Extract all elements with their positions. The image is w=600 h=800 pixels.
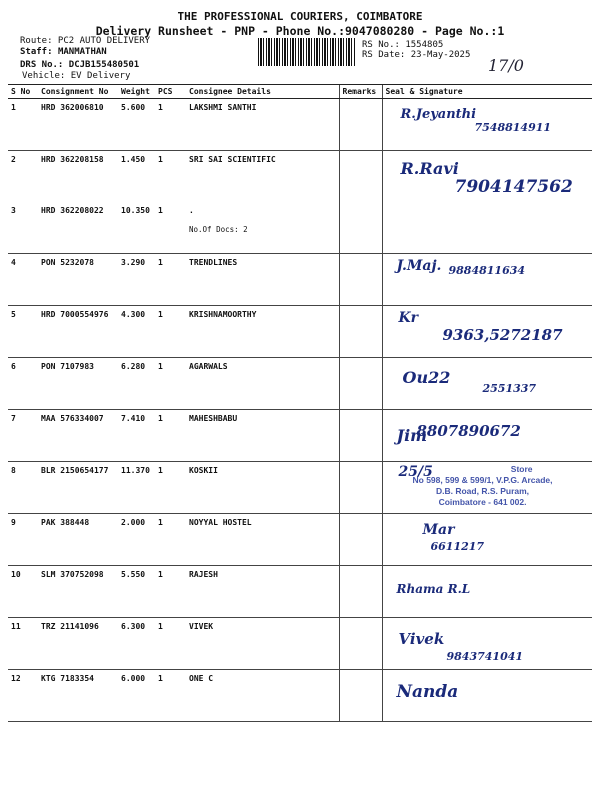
col-weight: Weight: [118, 85, 155, 99]
consignee-name: TRENDLINES: [189, 258, 238, 267]
row-sno: 3: [8, 202, 38, 254]
row-consignee: [186, 202, 339, 254]
row-weight: 2.000: [118, 514, 155, 566]
signature-phone: 9843741041: [446, 650, 524, 663]
route: Route: PC2 AUTO DELIVERY: [20, 36, 151, 46]
row-signature: [382, 514, 592, 566]
signature-name: 25/5: [398, 464, 433, 480]
table-row: [8, 514, 592, 566]
table-row: [8, 410, 592, 462]
rs-date: RS Date: 23-May-2025: [362, 50, 471, 60]
row-sno: 12: [8, 670, 38, 722]
row-weight: 5.600: [118, 99, 155, 151]
row-remarks: [339, 670, 382, 722]
drs-label: DRS No.:: [20, 60, 64, 70]
row-pcs: 1: [155, 254, 186, 306]
row-consignee: [186, 670, 339, 722]
row-remarks: [339, 99, 382, 151]
runsheet-subtitle: Delivery Runsheet - PNP - Phone No.:9047080280 - Page No.:1: [95, 24, 505, 38]
row-pcs: 1: [155, 358, 186, 410]
row-pcs: 1: [155, 566, 186, 618]
row-pcs: 1: [158, 155, 163, 164]
row-remarks: [339, 618, 382, 670]
signature-phone: 7904147562: [454, 177, 573, 197]
signature-name: R.Ravi: [400, 159, 459, 178]
drs-value: DCJB155480501: [68, 60, 140, 70]
row-sno: 2: [11, 155, 16, 164]
signature-name: R.Jeyanthi: [400, 107, 477, 122]
rs-number: RS No.: 1554805: [362, 40, 444, 50]
row-sno: 5: [8, 306, 38, 358]
runsheet-table: [8, 84, 592, 722]
signature-name: Mar: [422, 522, 455, 538]
signature-name: Nanda: [396, 682, 459, 702]
table-row: [8, 202, 592, 254]
row-weight: 3.290: [118, 254, 155, 306]
consignee-name: .: [189, 206, 194, 215]
vehicle: Vehicle: EV Delivery: [22, 71, 131, 81]
stamp-line: No 598, 599 & 599/1, V.P.G. Arcade,: [412, 475, 553, 485]
stamp-line: Store: [510, 464, 533, 474]
row-consignment: BLR 2150654177: [38, 462, 118, 514]
table-row: [8, 670, 592, 722]
row-consignment: HRD 362006810: [38, 99, 118, 151]
signature-name: Vivek: [398, 630, 445, 648]
table-row: [8, 618, 592, 670]
row-remarks: [339, 410, 382, 462]
signature-phone: 6611217: [430, 540, 485, 553]
row-consignee: [186, 410, 339, 462]
consignee-name: KOSKII: [189, 466, 218, 475]
row-signature: [382, 202, 592, 254]
row-weight: 5.550: [118, 566, 155, 618]
row-signature: [382, 410, 592, 462]
row-weight: 11.370: [118, 462, 155, 514]
staff-label: Staff:: [20, 47, 53, 57]
col-pcs: PCS: [155, 85, 186, 99]
consignee-name: ONE C: [189, 674, 214, 683]
staff-value: MANMATHAN: [57, 47, 107, 57]
row-consignment: SLM 370752098: [38, 566, 118, 618]
row-signature: [382, 462, 592, 514]
consignee-name: AGARWALS: [189, 362, 228, 371]
row-signature: [382, 99, 592, 151]
signature-name: Ou22: [402, 368, 451, 387]
signature-phone: 8807890672: [416, 422, 521, 440]
store-stamp: [413, 464, 553, 508]
barcode: [258, 38, 356, 66]
row-weight: 10.350: [118, 202, 155, 254]
table-header: [8, 85, 592, 99]
consignee-name: KRISHNAMOORTHY: [189, 310, 257, 319]
table-row: [8, 306, 592, 358]
table-row: [8, 99, 592, 151]
row-signature: [382, 306, 592, 358]
row-remarks: [339, 202, 382, 254]
row-signature: [382, 566, 592, 618]
row-consignee: [186, 254, 339, 306]
row-pcs: 1: [155, 306, 186, 358]
table-row: [8, 358, 592, 410]
row-signature: [382, 254, 592, 306]
row-pcs: 1: [155, 410, 186, 462]
row-sno: 4: [8, 254, 38, 306]
col-remarks: Remarks: [339, 85, 382, 99]
row-remarks: [339, 151, 382, 203]
signature-name: Kr: [398, 310, 419, 326]
row-signature: [382, 618, 592, 670]
row-consignee: [186, 566, 339, 618]
consignee-note: No.Of Docs: 2: [189, 225, 248, 234]
signature-phone: 9363,5272187: [442, 326, 563, 344]
signature-phone: 9884811634: [448, 264, 526, 277]
signature-name: Jim: [396, 426, 428, 445]
handwritten-note: 17/0: [488, 56, 524, 75]
row-sno: 8: [8, 462, 38, 514]
consignee-name: RAJESH: [189, 570, 218, 579]
row-signature: [382, 358, 592, 410]
signature-phone: 2551337: [482, 382, 537, 395]
row-consignment: KTG 7183354: [38, 670, 118, 722]
row-sno: 6: [8, 358, 38, 410]
consignee-name: LAKSHMI SANTHI: [189, 103, 257, 112]
row-pcs: 1: [155, 202, 186, 254]
row-consignment: HRD 362208158: [41, 155, 104, 164]
row-consignment: PON 5232078: [38, 254, 118, 306]
table-row: [8, 254, 592, 306]
row-remarks: [339, 462, 382, 514]
row-weight: 6.280: [118, 358, 155, 410]
stamp-line: Coimbatore - 641 002.: [438, 497, 527, 507]
row-consignee: [186, 99, 339, 151]
row-consignee: [186, 618, 339, 670]
row-pcs: 1: [155, 670, 186, 722]
row-pcs: 1: [155, 618, 186, 670]
row-consignment: PON 7107983: [38, 358, 118, 410]
row-sno: 11: [8, 618, 38, 670]
row-weight: 6.000: [118, 670, 155, 722]
consignee-name: NOYYAL HOSTEL: [189, 518, 252, 527]
row-consignee: [186, 514, 339, 566]
signature-name: J.Maj.: [396, 258, 442, 274]
row-remarks: [339, 566, 382, 618]
row-consignment: MAA 576334007: [38, 410, 118, 462]
row-sno: 10: [8, 566, 38, 618]
row-weight: 1.450: [121, 155, 146, 164]
row-signature: [382, 151, 592, 203]
row-pcs: 1: [155, 99, 186, 151]
col-sno: S No: [8, 85, 38, 99]
row-consignment: HRD 362208022: [38, 202, 118, 254]
row-sno: 7: [8, 410, 38, 462]
signature-name: Rhama R.L: [396, 582, 471, 596]
row-weight: 7.410: [118, 410, 155, 462]
table-row: [8, 462, 592, 514]
table-row: [8, 566, 592, 618]
row-remarks: [339, 358, 382, 410]
row-consignment: TRZ 21141096: [38, 618, 118, 670]
row-consignee: [186, 462, 339, 514]
row-sno: 1: [8, 99, 38, 151]
row-signature: [382, 670, 592, 722]
row-consignment: HRD 7000554976: [38, 306, 118, 358]
row-pcs: 1: [155, 462, 186, 514]
row-pcs: 1: [155, 514, 186, 566]
col-consignee: Consignee Details: [186, 85, 339, 99]
row-sno: 9: [8, 514, 38, 566]
row-consignee: [186, 306, 339, 358]
consignee-name: MAHESHBABU: [189, 414, 238, 423]
row-weight: 4.300: [118, 306, 155, 358]
company-title: THE PROFESSIONAL COURIERS, COIMBATORE: [177, 10, 423, 23]
row-remarks: [339, 254, 382, 306]
staff: [20, 47, 107, 57]
col-signature: Seal & Signature: [382, 85, 592, 99]
drs-number: [20, 60, 139, 70]
consignee-name: SRI SAI SCIENTIFIC: [189, 155, 276, 164]
table-row: [8, 151, 592, 203]
row-remarks: [339, 514, 382, 566]
consignee-name: VIVEK: [189, 622, 214, 631]
row-consignment: PAK 388448: [38, 514, 118, 566]
signature-phone: 7548814911: [474, 121, 552, 134]
row-consignee: [186, 358, 339, 410]
col-consignment: Consignment No: [38, 85, 118, 99]
row-weight: 6.300: [118, 618, 155, 670]
stamp-line: D.B. Road, R.S. Puram,: [435, 486, 530, 496]
row-remarks: [339, 306, 382, 358]
row-consignee: [186, 151, 339, 203]
